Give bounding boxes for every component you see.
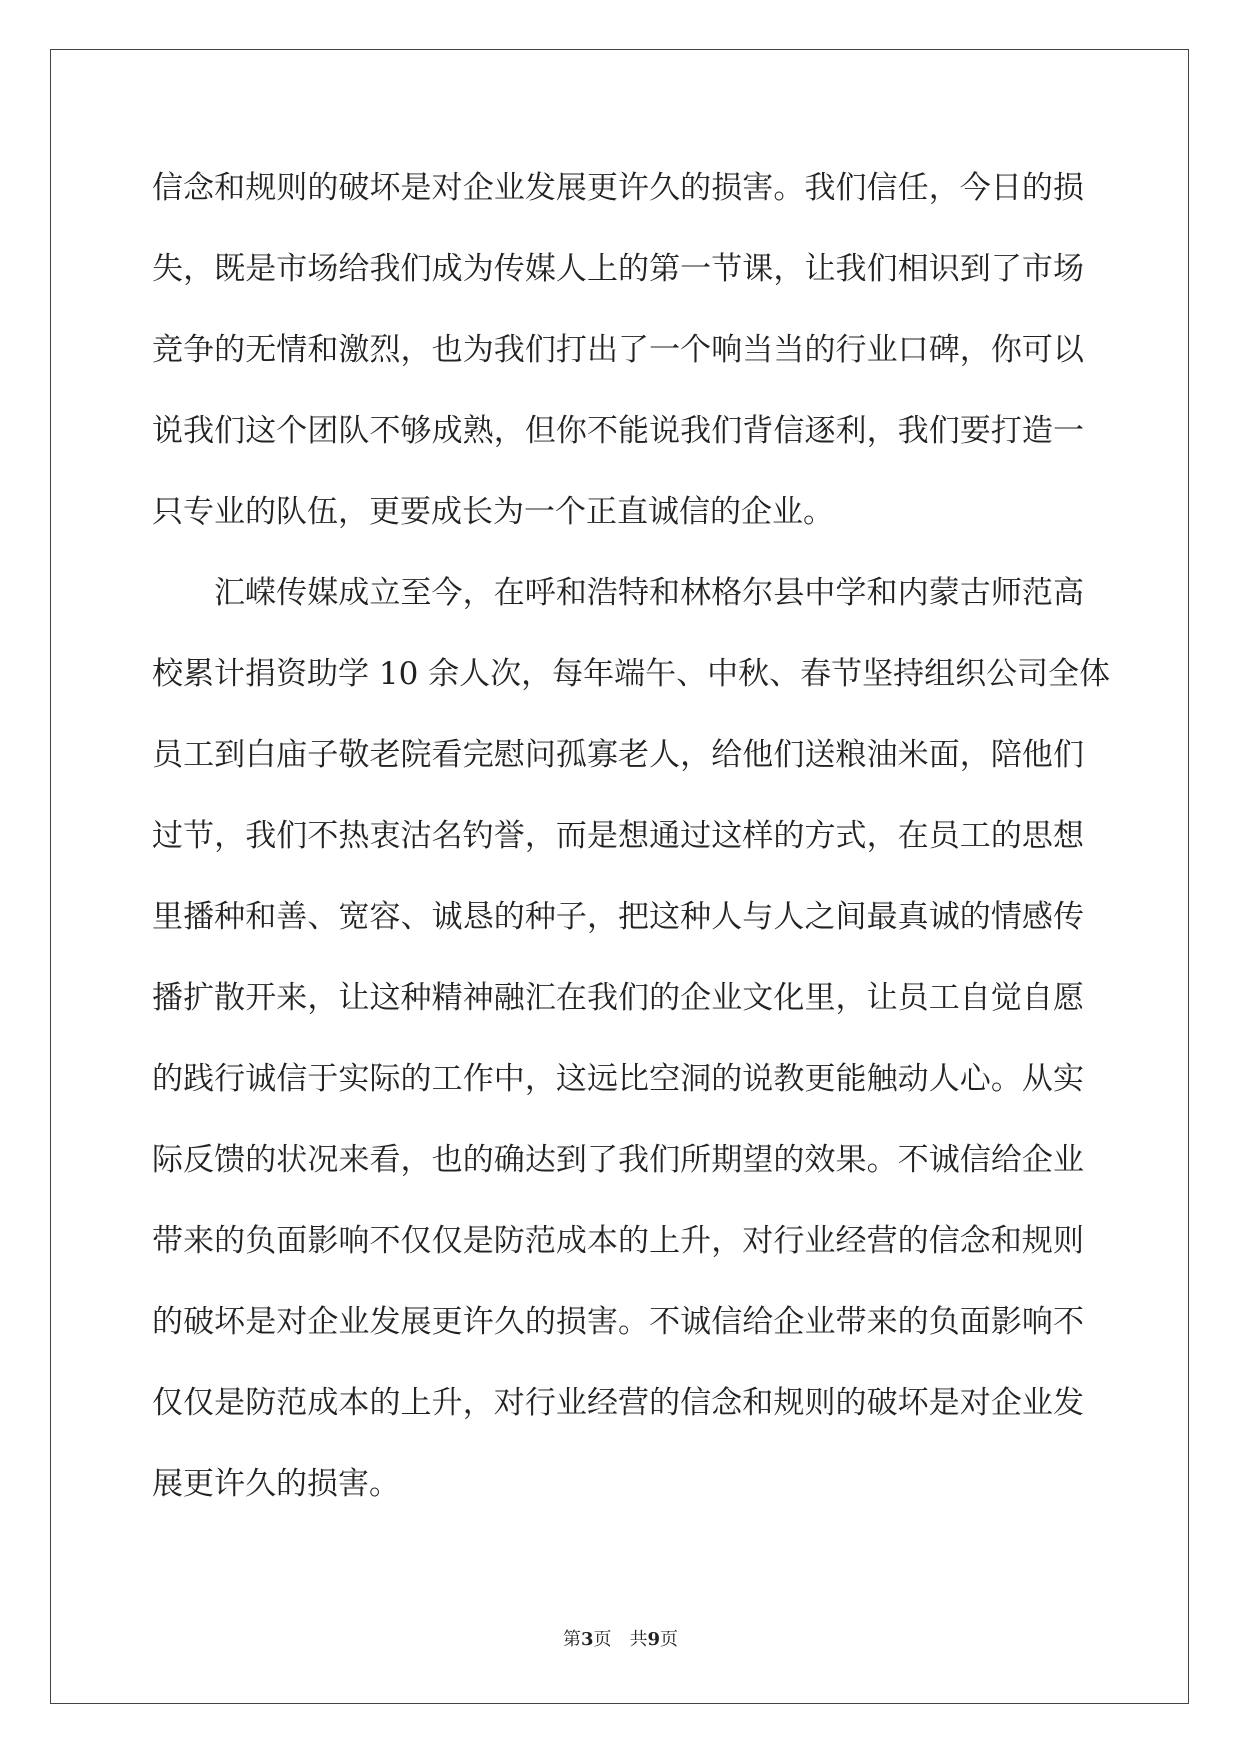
paragraph-2: [152, 563, 1111, 1535]
text-line: 际反馈的状况来看，也的确达到了我们所期望的效果。不诚信给企业: [152, 1142, 1084, 1178]
page-number: 3: [580, 1629, 594, 1650]
text-line: 校累计捐资助学 10 余人次，每年端午、中秋、春节坚持组织公司全体: [152, 656, 1111, 692]
page-suffix: 页: [593, 1629, 612, 1650]
text-line: 汇嵘传媒成立至今，在呼和浩特和林格尔县中学和内蒙古师范高: [214, 575, 1084, 611]
text-line: 信念和规则的破坏是对企业发展更许久的损害。我们信任，今日的损: [152, 170, 1084, 206]
total-suffix: 页: [660, 1629, 679, 1650]
total-pages: 9: [647, 1629, 661, 1650]
text-line: 里播种和善、宽容、诚恳的种子，把这种人与人之间最真诚的情感传: [152, 899, 1084, 935]
text-line: 仅仅是防范成本的上升，对行业经营的信念和规则的破坏是对企业发: [152, 1385, 1084, 1421]
document-body: [152, 158, 1111, 1535]
text-line: 员工到白庙子敬老院看完慰问孤寡老人，给他们送粮油米面，陪他们: [152, 737, 1084, 773]
text-line: 过节，我们不热衷沽名钓誉，而是想通过这样的方式，在员工的思想: [152, 818, 1084, 854]
paragraph-1: [152, 158, 1084, 563]
text-line: 只专业的队伍，更要成长为一个正直诚信的企业。: [152, 494, 834, 530]
text-line: 展更许久的损害。: [152, 1466, 400, 1502]
text-line: 的践行诚信于实际的工作中，这远比空洞的说教更能触动人心。从实: [152, 1061, 1084, 1097]
text-line: 的破坏是对企业发展更许久的损害。不诚信给企业带来的负面影响不: [152, 1304, 1084, 1340]
text-line: 带来的负面影响不仅仅是防范成本的上升，对行业经营的信念和规则: [152, 1223, 1084, 1259]
text-line: 失，既是市场给我们成为传媒人上的第一节课，让我们相识到了市场: [152, 251, 1084, 287]
total-prefix: 共: [629, 1629, 648, 1650]
text-line: 说我们这个团队不够成熟，但你不能说我们背信逐利，我们要打造一: [152, 413, 1084, 449]
text-line: 播扩散开来，让这种精神融汇在我们的企业文化里，让员工自觉自愿: [152, 980, 1084, 1016]
page-footer: [0, 1627, 1241, 1653]
page-prefix: 第: [562, 1629, 581, 1650]
text-line: 竞争的无情和激烈，也为我们打出了一个响当当的行业口碑，你可以: [152, 332, 1084, 368]
